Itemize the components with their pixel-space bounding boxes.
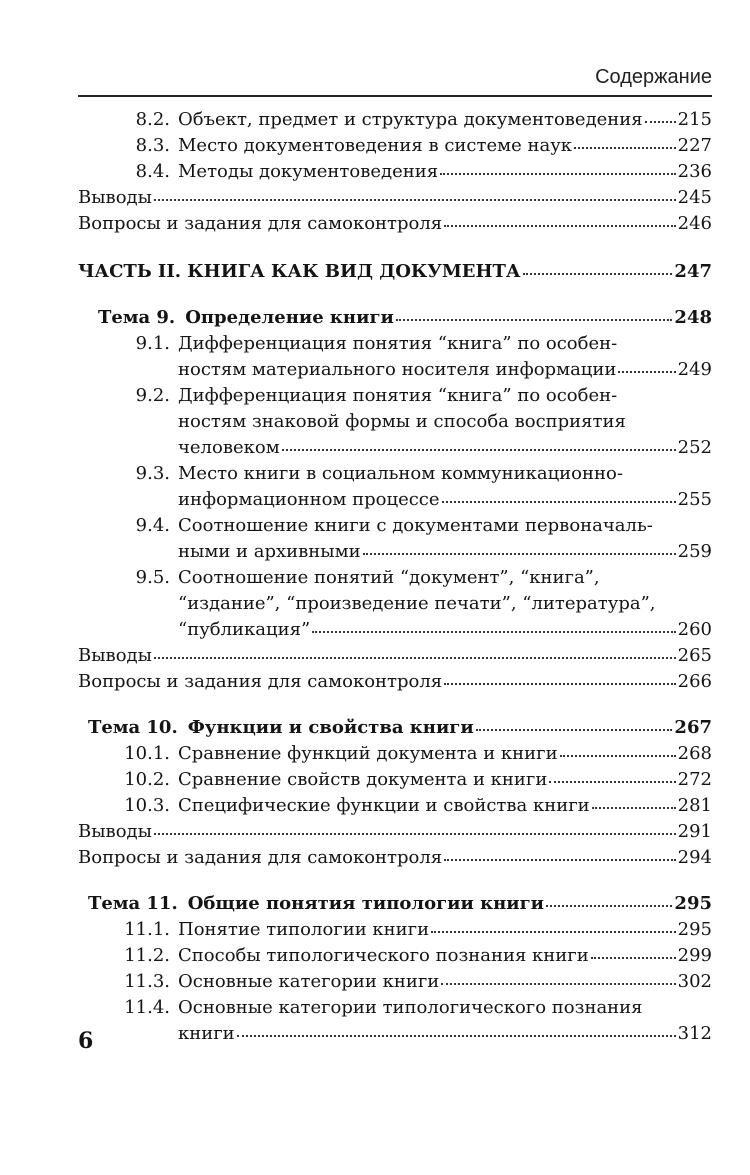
leader-dots xyxy=(549,780,675,783)
entry-number: 9.3. xyxy=(135,463,170,484)
entry-title-line: Основные категории типологического познания xyxy=(178,997,643,1018)
entry-page: 260 xyxy=(677,619,712,640)
entry-page: 299 xyxy=(677,945,712,966)
entry-title: Выводы xyxy=(78,645,152,666)
entry-page: 312 xyxy=(677,1023,712,1044)
page-number: 6 xyxy=(78,1028,94,1054)
toc-entry-11-1[interactable] xyxy=(78,917,712,943)
leader-dots xyxy=(440,172,676,175)
entry-number: 8.2. xyxy=(135,109,170,130)
theme-number: Тема 10. xyxy=(88,717,178,738)
entry-number: 8.4. xyxy=(135,161,170,182)
entry-number: 10.3. xyxy=(124,795,170,816)
entry-number: 9.2. xyxy=(135,385,170,406)
leader-dots xyxy=(618,370,675,373)
toc-entry-theme-10[interactable] xyxy=(78,715,712,741)
entry-page: 252 xyxy=(677,437,712,458)
entry-page: 215 xyxy=(677,109,712,130)
leader-dots xyxy=(282,448,676,451)
entry-title-line: Соотношение книги с документами первоначаль- xyxy=(178,515,653,536)
entry-page: 255 xyxy=(677,489,712,510)
toc-entry-part-2[interactable] xyxy=(78,259,712,285)
entry-page: 302 xyxy=(677,971,712,992)
entry-number: 11.4. xyxy=(124,997,170,1018)
entry-title-line: “публикация” xyxy=(178,619,311,640)
entry-page: 236 xyxy=(677,161,712,182)
entry-title: Основные категории книги xyxy=(178,971,440,992)
entry-title: Способы типологического познания книги xyxy=(178,945,589,966)
entry-page: 291 xyxy=(677,821,712,842)
entry-title-line: ностям знаковой формы и способа восприятия xyxy=(178,411,626,432)
leader-dots xyxy=(546,904,672,907)
entry-title-line: информационном процессе xyxy=(178,489,440,510)
entry-page: 272 xyxy=(677,769,712,790)
toc-entry-theme-11[interactable] xyxy=(78,891,712,917)
leader-dots xyxy=(574,146,676,149)
entry-page: 294 xyxy=(677,847,712,868)
entry-page: 266 xyxy=(677,671,712,692)
leader-dots xyxy=(237,1034,676,1037)
leader-dots xyxy=(591,956,676,959)
entry-title: Вопросы и задания для самоконтроля xyxy=(78,671,443,692)
theme-number: Тема 11. xyxy=(88,893,178,914)
leader-dots xyxy=(431,930,676,933)
toc-entry-10-2[interactable] xyxy=(78,767,712,793)
leader-dots xyxy=(154,832,676,835)
entry-number: 11.1. xyxy=(124,919,170,940)
entry-title-line: ностям материального носителя информации xyxy=(178,359,617,380)
entry-title-line: Соотношение понятий “документ”, “книга”, xyxy=(178,567,600,588)
toc-entry-8-4[interactable] xyxy=(78,159,712,185)
entry-number: 11.2. xyxy=(124,945,170,966)
leader-dots xyxy=(312,630,675,633)
toc-entry-8-2[interactable] xyxy=(78,107,712,133)
leader-dots xyxy=(154,656,676,659)
entry-page: 281 xyxy=(677,795,712,816)
toc-entry-questions-3[interactable] xyxy=(78,845,712,871)
toc-entry-9-3[interactable] xyxy=(78,461,712,513)
entry-number: 8.3. xyxy=(135,135,170,156)
leader-dots xyxy=(444,682,676,685)
toc-entry-theme-9[interactable] xyxy=(78,305,712,331)
toc-entry-10-1[interactable] xyxy=(78,741,712,767)
entry-title: Место документоведения в системе наук xyxy=(178,135,573,156)
toc-entry-8-3[interactable] xyxy=(78,133,712,159)
leader-dots xyxy=(444,224,676,227)
leader-dots xyxy=(592,806,676,809)
entry-number: 9.5. xyxy=(135,567,170,588)
entry-number: 9.1. xyxy=(135,333,170,354)
toc-entry-9-1[interactable] xyxy=(78,331,712,383)
toc-entry-11-2[interactable] xyxy=(78,943,712,969)
leader-dots xyxy=(476,728,673,731)
theme-number: Тема 9. xyxy=(98,307,176,328)
entry-page: 295 xyxy=(677,919,712,940)
entry-title-line: Дифференциация понятия “книга” по особен- xyxy=(178,385,618,406)
leader-dots xyxy=(441,982,675,985)
toc-entry-9-5[interactable] xyxy=(78,565,712,643)
entry-page: 248 xyxy=(674,307,712,328)
toc-entry-11-3[interactable] xyxy=(78,969,712,995)
entry-title: Выводы xyxy=(78,187,152,208)
leader-dots xyxy=(442,500,676,503)
entry-page: 249 xyxy=(677,359,712,380)
leader-dots xyxy=(444,858,676,861)
leader-dots xyxy=(363,552,676,555)
table-of-contents xyxy=(78,107,712,1047)
entry-number: 11.3. xyxy=(124,971,170,992)
entry-page: 295 xyxy=(674,893,712,914)
entry-number: 10.2. xyxy=(124,769,170,790)
entry-title: Вопросы и задания для самоконтроля xyxy=(78,213,443,234)
entry-title: Объект, предмет и структура документоведения xyxy=(178,109,643,130)
entry-page: 246 xyxy=(677,213,712,234)
entry-page: 247 xyxy=(674,261,712,282)
theme-title: Определение книги xyxy=(185,307,394,328)
toc-entry-questions-2[interactable] xyxy=(78,669,712,695)
toc-entry-conclusions-3[interactable] xyxy=(78,819,712,845)
toc-entry-conclusions-1[interactable] xyxy=(78,185,712,211)
toc-entry-10-3[interactable] xyxy=(78,793,712,819)
running-title: Содержание xyxy=(595,66,712,88)
entry-page: 259 xyxy=(677,541,712,562)
entry-title: Выводы xyxy=(78,821,152,842)
toc-entry-9-2[interactable] xyxy=(78,383,712,461)
entry-title: Специфические функции и свойства книги xyxy=(178,795,590,816)
entry-title-line: Дифференциация понятия “книга” по особен- xyxy=(178,333,618,354)
entry-title-line: книги xyxy=(178,1023,235,1044)
theme-title: Общие понятия типологии книги xyxy=(187,893,544,914)
part-title: ЧАСТЬ II. КНИГА КАК ВИД ДОКУМЕНТА xyxy=(78,261,521,282)
entry-title: Понятие типологии книги xyxy=(178,919,430,940)
entry-title: Методы документоведения xyxy=(178,161,439,182)
entry-title-line: Место книги в социальном коммуникационно- xyxy=(178,463,623,484)
leader-dots xyxy=(154,198,676,201)
leader-dots xyxy=(396,318,673,321)
entry-page: 227 xyxy=(677,135,712,156)
entry-title: Сравнение функций документа и книги xyxy=(178,743,558,764)
leader-dots xyxy=(645,120,676,123)
entry-title: Сравнение свойств документа и книги xyxy=(178,769,548,790)
toc-entry-11-4[interactable] xyxy=(78,995,712,1047)
toc-entry-9-4[interactable] xyxy=(78,513,712,565)
entry-page: 265 xyxy=(677,645,712,666)
entry-title-line: ными и архивными xyxy=(178,541,361,562)
leader-dots xyxy=(560,754,676,757)
entry-title-line: “издание”, “произведение печати”, “литература”, xyxy=(178,593,656,614)
header-rule xyxy=(78,95,712,97)
entry-number: 9.4. xyxy=(135,515,170,536)
theme-title: Функции и свойства книги xyxy=(187,717,474,738)
entry-page: 268 xyxy=(677,743,712,764)
toc-entry-conclusions-2[interactable] xyxy=(78,643,712,669)
entry-title-line: человеком xyxy=(178,437,280,458)
leader-dots xyxy=(523,272,673,275)
entry-page: 267 xyxy=(674,717,712,738)
entry-title: Вопросы и задания для самоконтроля xyxy=(78,847,443,868)
entry-page: 245 xyxy=(677,187,712,208)
toc-entry-questions-1[interactable] xyxy=(78,211,712,237)
entry-number: 10.1. xyxy=(124,743,170,764)
